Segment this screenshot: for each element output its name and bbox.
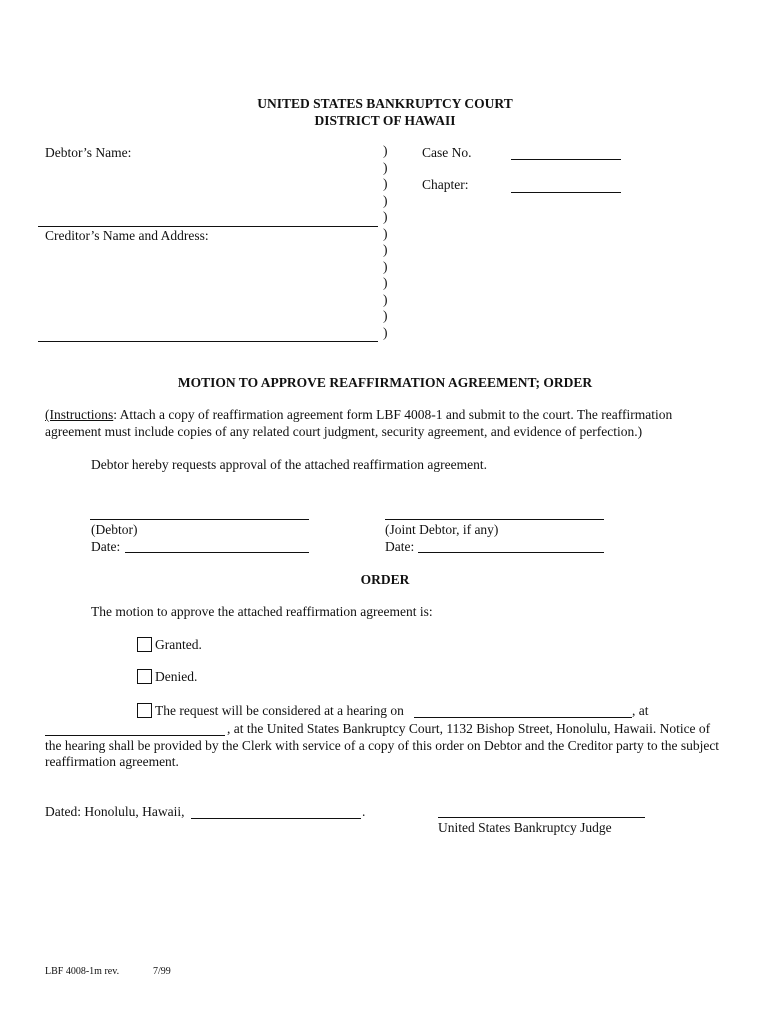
debtor-date-line[interactable] [125, 552, 309, 553]
hearing-time-line[interactable] [45, 735, 225, 736]
request-text: Debtor hereby requests approval of the attached reaffirmation agreement. [91, 457, 487, 472]
motion-title: MOTION TO APPROVE REAFFIRMATION AGREEMENT; ORDER [177, 375, 593, 390]
district-name: DISTRICT OF HAWAII [314, 113, 456, 128]
joint-debtor-date-line[interactable] [418, 552, 604, 553]
creditor-name-line[interactable] [38, 341, 378, 342]
instructions-paragraph [45, 407, 725, 440]
hearing-paragraph: , at the United States Bankruptcy Court, 1132 Bishop Street, Honolulu, Hawaii. Notice of the hearing shall be provided by the Clerk with service of a copy of this order on Debtor and the Creditor party to the subject reaffirmation agreement. [45, 721, 720, 769]
chapter-line[interactable] [511, 192, 621, 193]
chapter-label: Chapter: [422, 177, 469, 192]
revision-date: 7/99 [153, 966, 171, 977]
debtor-signature-label: (Debtor) [91, 522, 138, 537]
judge-label: United States Bankruptcy Judge [438, 820, 612, 835]
creditor-name-label: Creditor’s Name and Address: [45, 228, 209, 243]
debtor-signature-line[interactable] [90, 519, 309, 520]
judge-signature-line[interactable] [438, 817, 645, 818]
denied-checkbox[interactable] [137, 669, 152, 684]
granted-label: Granted. [155, 637, 202, 652]
joint-debtor-date-label: Date: [385, 539, 415, 554]
dated-line[interactable] [191, 818, 361, 819]
debtor-date-label: Date: [91, 539, 121, 554]
caption-divider: ) ) ) ) ) ) ) ) ) ) ) ) [383, 143, 388, 340]
case-no-line[interactable] [511, 159, 621, 160]
joint-debtor-signature-line[interactable] [385, 519, 604, 520]
hearing-checkbox[interactable] [137, 703, 152, 718]
hearing-label-end: , at [632, 703, 649, 718]
hearing-date-line[interactable] [414, 717, 632, 718]
court-name: UNITED STATES BANKRUPTCY COURT [257, 96, 513, 111]
form-id: LBF 4008-1m rev. [45, 966, 120, 977]
joint-debtor-signature-label: (Joint Debtor, if any) [385, 522, 499, 537]
debtor-name-line[interactable] [38, 226, 378, 227]
debtor-name-label: Debtor’s Name: [45, 145, 132, 160]
denied-label: Denied. [155, 669, 198, 684]
order-title: ORDER [360, 572, 410, 587]
instructions-text: : Attach a copy of reaffirmation agreement form LBF 4008-1 and submit to the court. The reaffirmation agreement must include copies of any related court judgment, security agreement, and evidence of perfection.) [45, 407, 673, 439]
instructions-label: (Instructions [45, 407, 114, 422]
granted-checkbox[interactable] [137, 637, 152, 652]
dated-label: Dated: Honolulu, Hawaii, [45, 804, 185, 819]
order-intro: The motion to approve the attached reaffirmation agreement is: [91, 604, 433, 619]
dated-end: . [362, 804, 366, 819]
case-no-label: Case No. [422, 145, 472, 160]
hearing-label: The request will be considered at a hearing on [155, 703, 404, 718]
